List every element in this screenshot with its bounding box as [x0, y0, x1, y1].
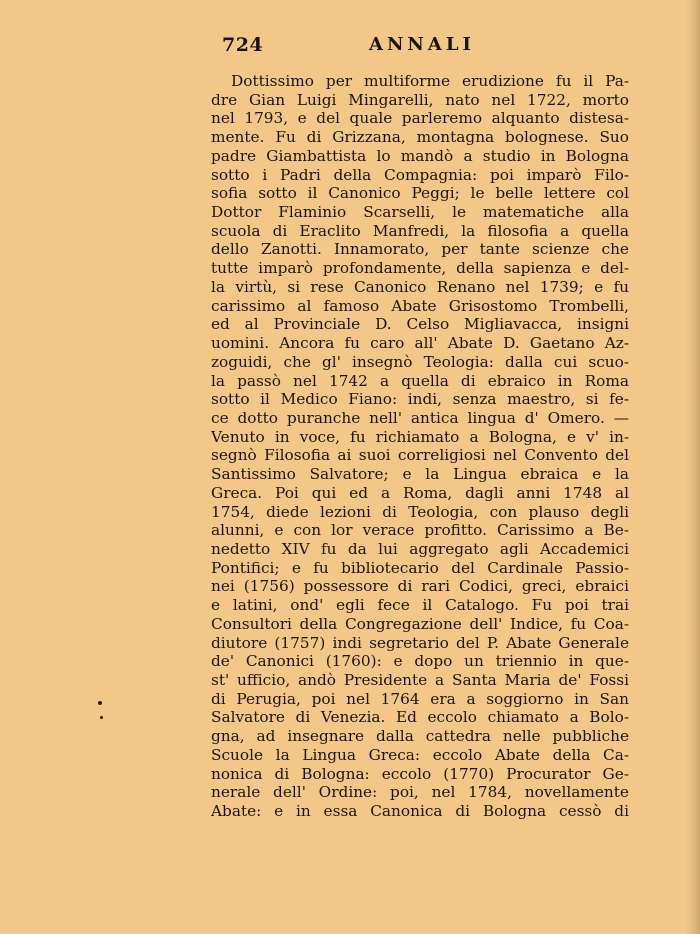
text-line: sotto il Medico Fiano: indi, senza maestro, si fe- — [211, 390, 629, 409]
ink-speck — [98, 701, 102, 705]
text-line: scuola di Eraclito Manfredi, la filosofia a quella — [211, 221, 629, 240]
text-line: zoguidi, che gl' insegnò Teologia: dalla cui scuo- — [211, 352, 629, 371]
text-line: la passò nel 1742 a quella di ebraico in Roma — [211, 371, 629, 390]
text-line: nedetto XIV fu da lui aggregato agli Accademici — [211, 539, 629, 558]
page-header — [222, 34, 492, 64]
text-line: Consultori della Congregazione dell' Indice, fu Coa- — [211, 614, 629, 633]
text-line: gna, ad insegnare dalla cattedra nelle pubbliche — [211, 727, 629, 746]
text-line: la virtù, si rese Canonico Renano nel 1739; e fu — [211, 277, 629, 296]
text-line: de' Canonici (1760): e dopo un triennio in que- — [211, 652, 629, 671]
text-line: Dottissimo per multiforme erudizione fu il Pa- — [231, 72, 629, 90]
ink-speck — [100, 716, 103, 719]
text-line: diutore (1757) indi segretario del P. Abate Generale — [211, 633, 629, 652]
running-head: ANNALI — [369, 34, 475, 55]
text-line: uomini. Ancora fu caro all' Abate D. Gaetano Az- — [211, 334, 629, 353]
text-line: ed al Provinciale D. Celso Migliavacca, insigni — [211, 315, 629, 334]
text-line: st' ufficio, andò Presidente a Santa Maria de' Fossi — [211, 671, 629, 689]
text-line: sotto i Padri della Compagnia: poi imparò Filo- — [211, 165, 629, 184]
text-line: mente. Fu di Grizzana, montagna bolognese. Suo — [211, 128, 629, 147]
text-line: di Perugia, poi nel 1764 era a soggiorno in San — [211, 689, 629, 708]
text-line: dre Gian Luigi Mingarelli, nato nel 1722, morto — [211, 90, 629, 109]
text-line: dello Zanotti. Innamorato, per tante scienze che — [211, 240, 629, 259]
text-line: padre Giambattista lo mandò a studio in Bologna — [211, 146, 629, 165]
page-edge-shadow — [686, 0, 700, 934]
body-text — [211, 72, 629, 821]
text-line: Greca. Poi qui ed a Roma, dagli anni 1748 al — [211, 483, 629, 502]
text-line: segnò Filosofia ai suoi correligiosi nel Convento del — [211, 446, 629, 465]
text-line: 1754, diede lezioni di Teologia, con plauso degli — [211, 502, 629, 521]
text-line: carissimo al famoso Abate Grisostomo Trombelli, — [211, 296, 629, 315]
page-number: 724 — [222, 34, 264, 56]
text-line: nei (1756) possessore di rari Codici, greci, ebraici — [211, 577, 629, 596]
text-line: Salvatore di Venezia. Ed eccolo chiamato a Bolo- — [211, 708, 629, 727]
text-line: alunni, e con lor verace profitto. Carissimo a Be- — [211, 521, 629, 540]
text-line: nerale dell' Ordine: poi, nel 1784, novellamente — [211, 783, 629, 802]
text-line: nel 1793, e del quale parleremo alquanto distesa- — [211, 109, 629, 128]
text-line: e latini, ond' egli fece il Catalogo. Fu poi trai — [211, 596, 629, 615]
text-line: Venuto in voce, fu richiamato a Bologna, e v' in- — [211, 427, 629, 446]
text-line: ce dotto puranche nell' antica lingua d' Omero. — — [211, 408, 629, 427]
text-line: Pontifici; e fu bibliotecario del Cardinale Passio- — [211, 558, 629, 577]
text-line: tutte imparò profondamente, della sapienza e del- — [211, 259, 629, 278]
text-line: sofia sotto il Canonico Peggi; le belle lettere col — [211, 184, 629, 203]
text-line: Scuole la Lingua Greca: eccolo Abate della Ca- — [211, 745, 629, 764]
text-line: nonica di Bologna: eccolo (1770) Procurator Ge- — [211, 764, 629, 783]
text-line: Abate: e in essa Canonica di Bologna cessò di — [211, 802, 629, 821]
text-line: Dottor Flaminio Scarselli, le matematiche alla — [211, 203, 629, 222]
text-line: Santissimo Salvatore; e la Lingua ebraica e la — [211, 465, 629, 484]
